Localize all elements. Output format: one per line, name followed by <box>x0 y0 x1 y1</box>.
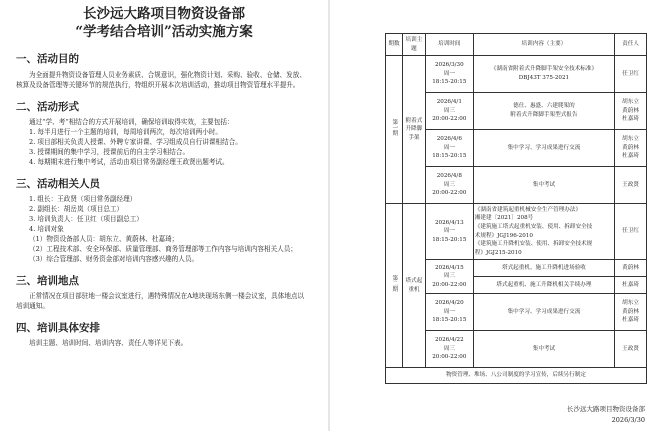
content-cell: 集中考试 <box>473 167 614 204</box>
section-para: 4. 培训对象 <box>29 225 64 233</box>
table-header-row <box>386 34 647 56</box>
header-time: 培训时间 <box>425 34 473 56</box>
content-cell: 集中学习、学习成果进行交流 <box>473 130 614 167</box>
person-cell: 王政贤 <box>615 331 647 368</box>
section-heading: 二、活动形式 <box>16 101 79 113</box>
doc-title-line1: 长沙远大路项目物资设备部 <box>83 6 245 22</box>
section-para: 2. 副组长：胡岳岚（项目总工） <box>29 205 124 213</box>
table-row <box>386 130 647 167</box>
section-para: 3. 培训负责人：任卫红（项目副总工） <box>29 215 143 223</box>
section-para: 4. 每期期末进行集中考试，活动由项目常务副经理王政贤出题考试。 <box>29 158 229 166</box>
section-para: 培训主题、培训时间、培训内容、责任人等详见下表。 <box>29 339 188 347</box>
header-person: 责任人 <box>615 34 647 56</box>
time-cell: 2026/4/13 周一 18:15-20:15 <box>425 204 473 260</box>
section-para: 正常情况在项目部驻地一楼会议室进行，遇特殊情况在A地块现场东侧一楼会议室，具体地点以培训通知。 <box>16 292 305 310</box>
header-topic: 培训主题 <box>402 34 425 56</box>
table-row <box>386 204 647 260</box>
content-cell: 集中学习、学习成果进行交流 <box>473 294 614 331</box>
person-cell: 杜嘉琦 <box>615 277 647 294</box>
time-cell: 2026/4/15 周三 20:00-22:00 <box>425 260 473 294</box>
content-cell: 集中考试 <box>473 331 614 368</box>
section-para: 通过“学、考”相结合的方式开展培训，确保培训取得实效，主要包括： <box>29 118 234 126</box>
person-cell: 王政贤 <box>615 167 647 204</box>
topic-cell: 附着式升降脚手架 <box>402 56 425 204</box>
schedule-table <box>385 33 647 384</box>
time-cell: 2026/3/30 周一 18:15-20:15 <box>425 56 473 93</box>
period-cell: 第二期 <box>386 204 403 368</box>
time-cell: 2026/4/1 周三 20:00-22:00 <box>425 93 473 130</box>
person-cell: 胡东立 黄蔚林 杜嘉琦 <box>615 93 647 130</box>
left-body <box>0 51 328 348</box>
table-row <box>386 167 647 204</box>
content-cell: 德仕、惠盛、六建爬架的 附着式升降脚手架型式报告 <box>473 93 614 130</box>
header-content: 培训内容（主要） <box>473 34 614 56</box>
time-cell: 2026/4/8 周三 20:00-22:00 <box>425 167 473 204</box>
content-cell: 《湖南省附着式升降脚手架安全技术标准》 DBJ43T 375-2021 <box>473 56 614 93</box>
section-heading: 三、活动相关人员 <box>16 178 100 190</box>
summary-cell: 物资管理、堆场、八公司制度的学习宣传，后续另行制定 <box>386 368 647 384</box>
section-heading: 一、活动目的 <box>16 53 79 65</box>
section-para: （2）工程技术部、安全环保部、质量管理部、商务管理部等工作内容与培训内容相关人员； <box>29 245 297 253</box>
section-para: 为全面提升物资设备管理人员业务素质、合规意识，强化物资计划、采购、验收、仓储、发放、核算及设备管理等关键环节的规范执行，特组织开展本次培训活动，推动项目物资管理水平提升。 <box>16 71 306 89</box>
person-cell: 胡东立 黄蔚林 杜嘉琦 <box>615 130 647 167</box>
time-cell: 2026/4/22 周三 20:00-22:00 <box>425 331 473 368</box>
topic-cell: 塔式起重机 <box>402 204 425 368</box>
person-cell: 黄蔚林 <box>615 260 647 277</box>
time-cell: 2026/4/20 周一 18:15-20:15 <box>425 294 473 331</box>
footer-org: 长沙远大路项目物资设备部 <box>567 405 645 413</box>
header-period: 期数 <box>386 34 403 56</box>
content-cell: 塔式起重机、施工升降机进场验收 <box>473 260 614 277</box>
section-para: 2. 项目部相关负责人授课、外聘专家讲课、学习组成员自行讲课相结合。 <box>29 138 242 146</box>
table-row <box>386 331 647 368</box>
section-para: 1. 组长：王政贤（项目常务副经理） <box>29 195 137 203</box>
footer-date: 2026/3/30 <box>611 416 645 424</box>
section-para: （3）综合管理部、财务资金部对培训内容感兴趣的人员。 <box>29 255 199 263</box>
person-cell: 任卫红 <box>615 56 647 93</box>
summary-row <box>386 368 647 384</box>
section-para: 3. 授课期间的集中学习，授课前后的自主学习相结合。 <box>29 148 190 156</box>
right-page <box>330 0 650 431</box>
table-row <box>386 294 647 331</box>
time-cell: 2026/4/6 周一 18:15-20:15 <box>425 130 473 167</box>
period-cell: 第一期 <box>386 56 403 204</box>
section-heading: 三、培训地点 <box>16 275 79 287</box>
section-para: 1. 每半月进行一个主题的培训，每周培训两次，每次培训两小时。 <box>29 128 223 136</box>
table-row <box>386 260 647 277</box>
content-cell: 塔式起重机、施工升降机相关手续办理 <box>473 277 614 294</box>
section-para: （1）物资设备部人员：胡东立、黄蔚林、杜嘉琦； <box>29 235 179 243</box>
table-row <box>386 56 647 93</box>
doc-title-line2: “学考结合培训”活动实施方案 <box>75 24 253 40</box>
table-row <box>386 93 647 130</box>
content-cell: 《湖南省建筑起重机械安全生产管理办法》 湘建建〔2021〕208号 《建筑施工塔式起重机安装、使用、拆卸安全技 术规程》JGJ196-2010 《建筑施工升降机安装、使用、拆卸安全技术规 程》JGJ215-2010 <box>473 204 614 260</box>
person-cell: 任卫红 <box>615 204 647 260</box>
section-heading: 四、培训具体安排 <box>16 322 100 334</box>
person-cell: 胡东立 黄蔚林 杜嘉琦 <box>615 294 647 331</box>
